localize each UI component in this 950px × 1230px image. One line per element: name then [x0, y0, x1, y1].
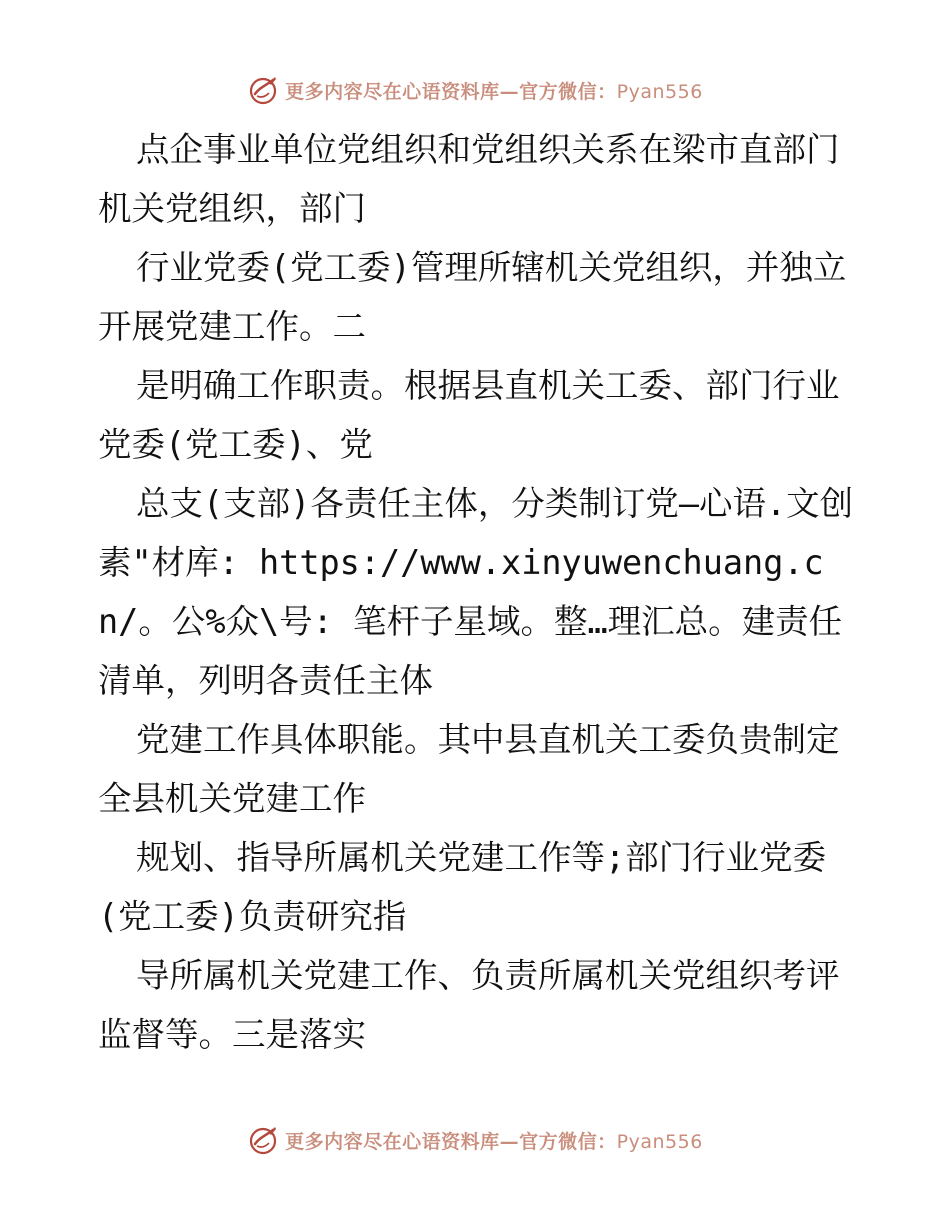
pen-logo-icon — [247, 1124, 279, 1156]
header-banner — [0, 72, 950, 108]
footer-wechat-id: Pyan556 — [616, 1130, 703, 1153]
paragraph: 点企事业单位党组织和党组织关系在梁市直部门机关党组织，部门 — [98, 130, 840, 228]
pen-logo-icon — [247, 74, 279, 106]
paragraph: 导所属机关党建工作、负责所属机关党组织考评监督等。三是落实 — [98, 956, 840, 1054]
paragraph: 是明确工作职责。根据县直机关工委、部门行业党委(党工委)、党 — [98, 366, 840, 464]
paragraph: 规划、指导所属机关党建工作等;部门行业党委(党工委)负责研究指 — [98, 838, 827, 936]
body-text — [98, 120, 858, 1064]
footer-banner — [0, 1122, 950, 1158]
paragraph: 总支(支部)各责任主体，分类制订党—心语.文创素"材库: https://www.xinyuwenchuang.cn/。公%众\号: 笔杆子星域。整…理汇总。建责任清单，列明各责任主体 — [98, 484, 854, 700]
footer-banner-text: 更多内容尽在心语资料库—官方微信：Pyan556 — [285, 1130, 703, 1153]
paragraph: 行业党委(党工委)管理所辖机关党组织，并独立开展党建工作。二 — [98, 248, 847, 346]
header-wechat-id: Pyan556 — [616, 80, 703, 103]
paragraph: 党建工作具体职能。其中县直机关工委负贵制定全县机关党建工作 — [98, 720, 840, 818]
header-banner-text: 更多内容尽在心语资料库—官方微信：Pyan556 — [285, 80, 703, 103]
